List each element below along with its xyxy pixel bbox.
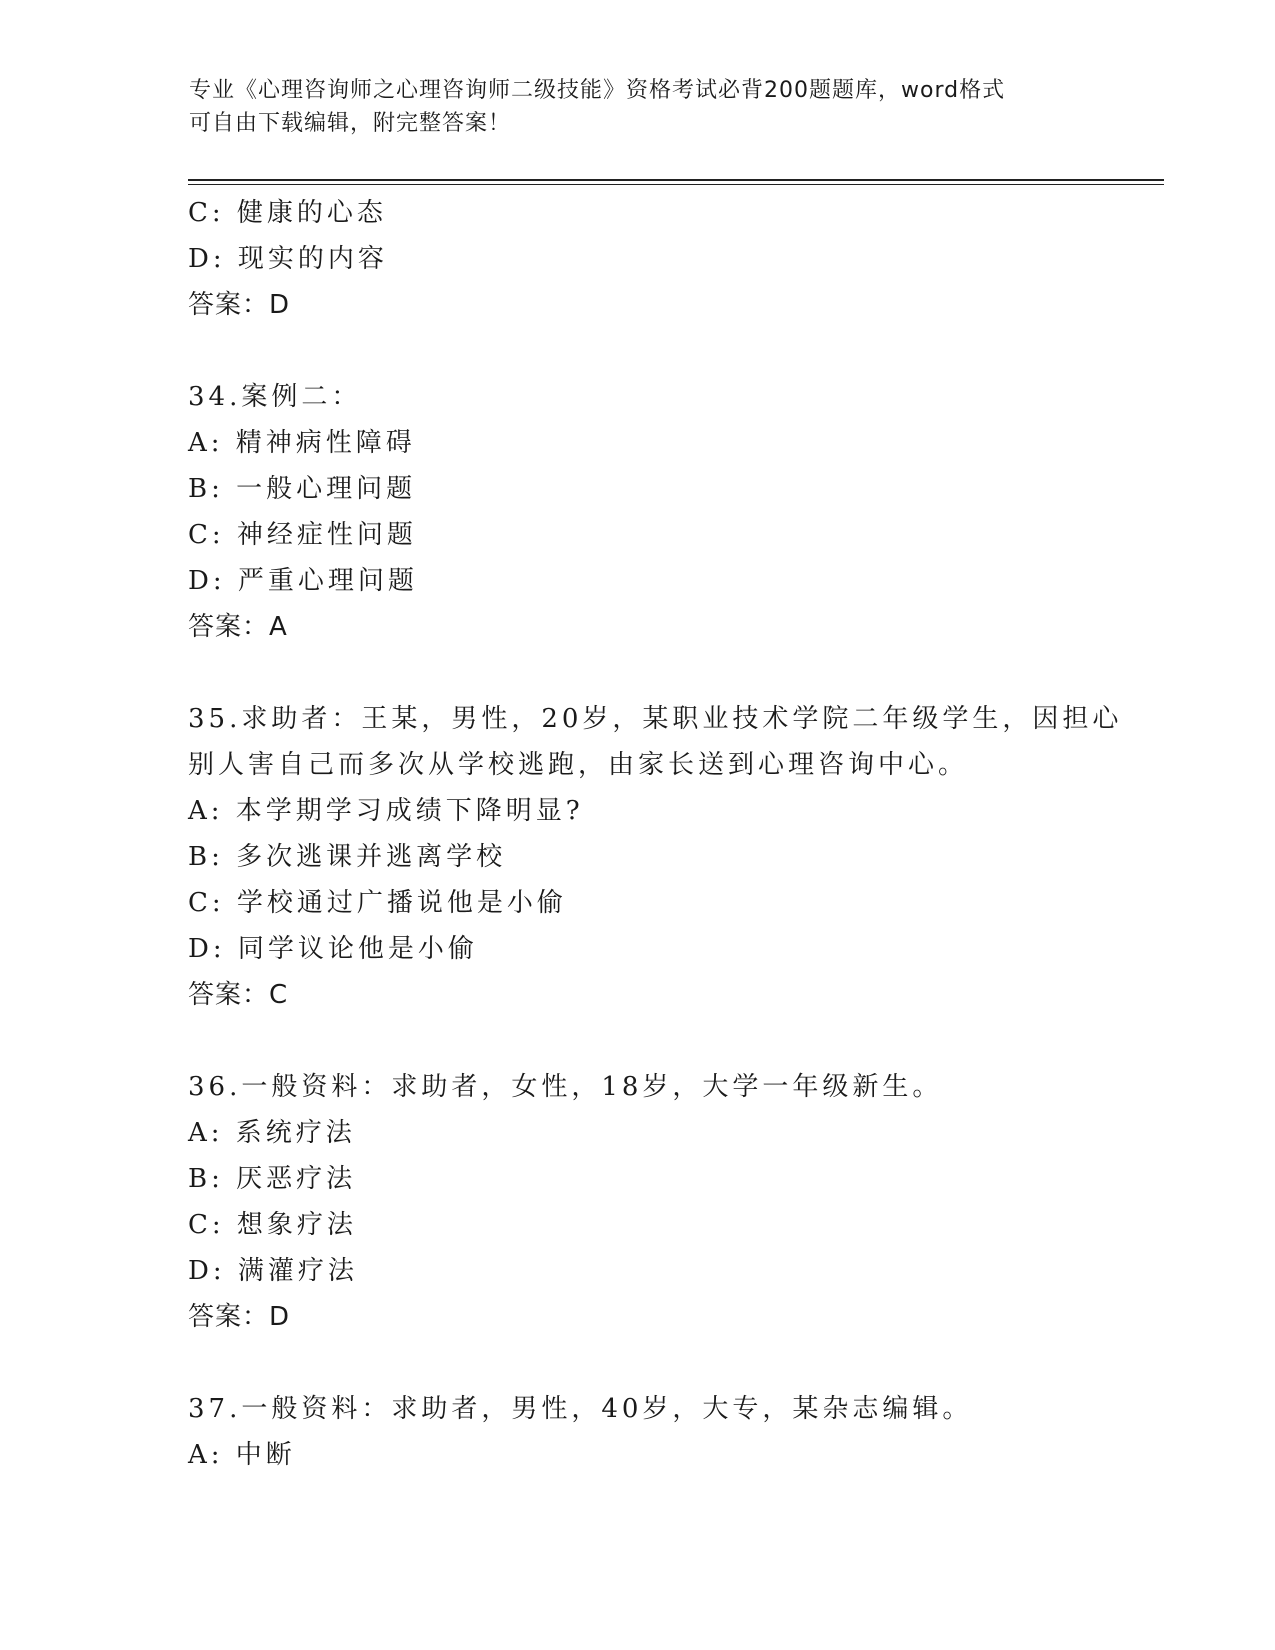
option-a: A: 系统疗法 — [188, 1118, 356, 1148]
option-d: D: 同学议论他是小偷 — [188, 934, 478, 964]
spacer — [188, 650, 1148, 696]
spacer — [188, 328, 1148, 374]
question-stem-continued: 别人害自己而多次从学校逃跑，由家长送到心理咨询中心。 — [188, 750, 969, 780]
option-c: C: 神经症性问题 — [188, 520, 417, 550]
question-stem: 34.案例二： — [188, 382, 362, 412]
spacer — [188, 1340, 1148, 1386]
option-a: A: 本学期学习成绩下降明显? — [188, 796, 584, 826]
header-line-2: 可自由下载编辑，附完整答案！ — [189, 111, 512, 136]
answer-label: 答案：A — [188, 612, 288, 642]
question-stem: 35.求助者：王某，男性，20岁，某职业技术学院二年级学生，因担心 — [188, 704, 1123, 734]
question-list — [188, 190, 1148, 1478]
option-d: D: 满灌疗法 — [188, 1256, 358, 1286]
question-stem: 37.一般资料：求助者，男性，40岁，大专，某杂志编辑。 — [188, 1394, 973, 1424]
option-a: A: 精神病性障碍 — [188, 428, 416, 458]
spacer — [188, 1018, 1148, 1064]
option-c: C: 学校通过广播说他是小偷 — [188, 888, 567, 918]
answer-label: 答案：D — [188, 290, 291, 320]
header-line-1: 专业《心理咨询师之心理咨询师二级技能》资格考试必背200题题库，word格式 — [189, 78, 1006, 103]
header-rule-thick — [188, 179, 1164, 181]
option-c: C: 健康的心态 — [188, 198, 387, 228]
option-b: B: 厌恶疗法 — [188, 1164, 357, 1194]
answer-label: 答案：C — [188, 980, 289, 1010]
document-header — [189, 74, 1089, 140]
question-stem: 36.一般资料：求助者，女性，18岁，大学一年级新生。 — [188, 1072, 943, 1102]
header-rule-thin — [188, 184, 1164, 185]
option-a: A: 中断 — [188, 1440, 296, 1470]
option-d: D: 严重心理问题 — [188, 566, 418, 596]
answer-label: 答案：D — [188, 1302, 291, 1332]
option-b: B: 多次逃课并逃离学校 — [188, 842, 507, 872]
option-b: B: 一般心理问题 — [188, 474, 417, 504]
option-d: D: 现实的内容 — [188, 244, 388, 274]
option-c: C: 想象疗法 — [188, 1210, 357, 1240]
